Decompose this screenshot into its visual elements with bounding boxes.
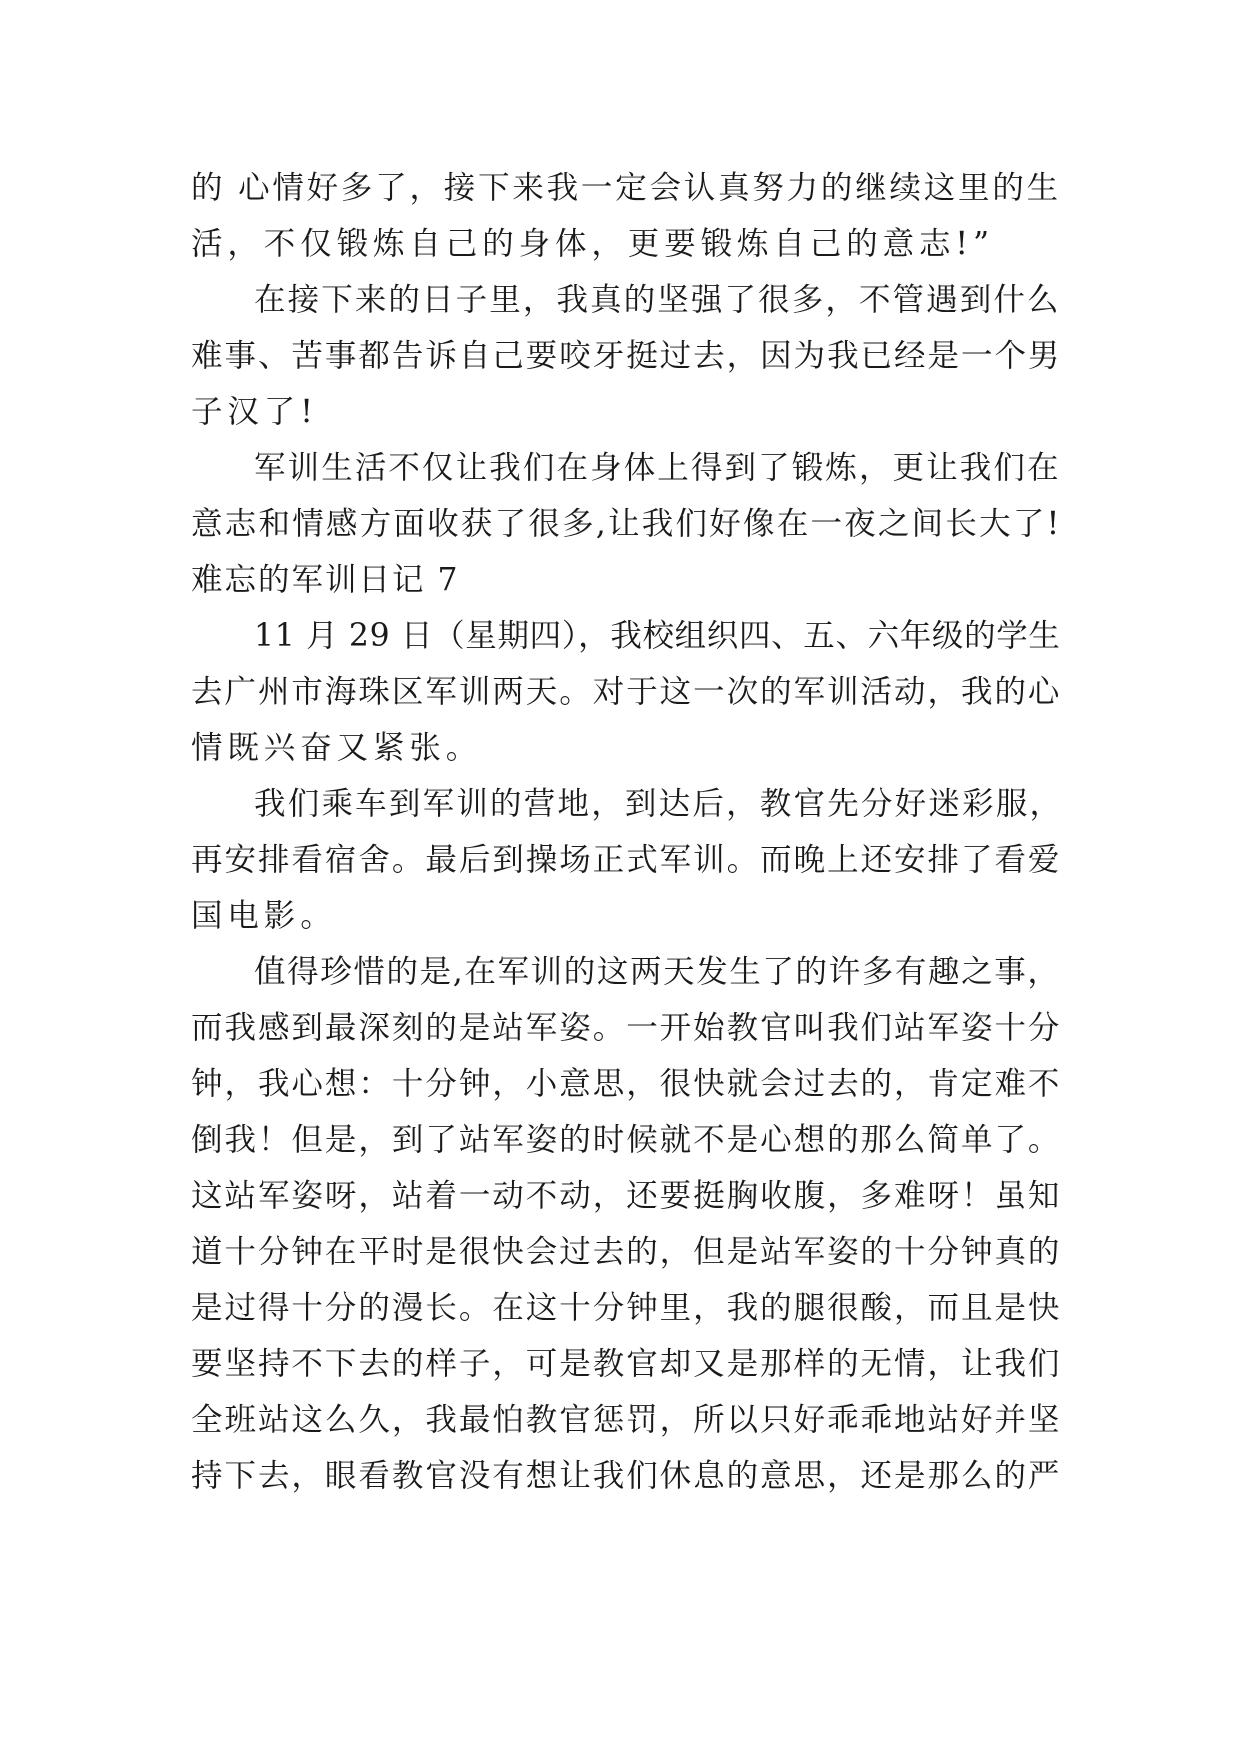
section-heading: 难忘的军训日记 7 [191, 562, 460, 598]
text-line: 这站军姿呀，站着一动不动，还要挺胸收腹，多难呀！虽知 [191, 1178, 1062, 1214]
text-line: 难事、苦事都告诉自己要咬牙挺过去，因为我已经是一个男 [191, 338, 1062, 374]
text-line: 国电影。 [191, 898, 337, 934]
text-line: 军训生活不仅让我们在身体上得到了锻炼，更让我们在 [254, 450, 1061, 486]
text-line: 11 月 29 日（星期四），我校组织四、五、六年级的学生 [254, 618, 1061, 654]
text-line: 道十分钟在平时是很快会过去的，但是站军姿的十分钟真的 [191, 1234, 1062, 1270]
text-line: 持下去，眼看教官没有想让我们休息的意思，还是那么的严 [191, 1458, 1062, 1494]
text-line: 情既兴奋又紧张。 [191, 730, 483, 766]
text-line: 去广州市海珠区军训两天。对于这一次的军训活动，我的心 [191, 674, 1062, 710]
text-line: 而我感到最深刻的是站军姿。一开始教官叫我们站军姿十分 [191, 1010, 1062, 1046]
text-line: 在接下来的日子里，我真的坚强了很多，不管遇到什么 [254, 282, 1061, 318]
text-line: 值得珍惜的是,在军训的这两天发生了的许多有趣之事， [254, 954, 1061, 990]
text-line: 意志和情感方面收获了很多,让我们好像在一夜之间长大了! [191, 506, 1062, 542]
text-line: 的 心情好多了，接下来我一定会认真努力的继续这里的生 [191, 170, 1061, 206]
text-line: 钟，我心想：十分钟，小意思，很快就会过去的，肯定难不 [191, 1066, 1062, 1102]
text-line: 要坚持不下去的样子，可是教官却又是那样的无情，让我们 [191, 1346, 1062, 1382]
document-body [191, 160, 1064, 1504]
text-line: 倒我！但是，到了站军姿的时候就不是心想的那么简单了。 [191, 1122, 1062, 1158]
text-line: 全班站这么久，我最怕教官惩罚，所以只好乖乖地站好并坚 [191, 1402, 1062, 1438]
text-line: 再安排看宿舍。最后到操场正式军训。而晚上还安排了看爱 [191, 842, 1062, 878]
text-line: 活，不仅锻炼自己的身体，更要锻炼自己的意志!” [191, 226, 994, 262]
text-line: 是过得十分的漫长。在这十分钟里，我的腿很酸，而且是快 [191, 1290, 1062, 1326]
text-line: 我们乘车到军训的营地，到达后，教官先分好迷彩服， [254, 786, 1064, 822]
text-line: 子汉了! [191, 394, 318, 430]
